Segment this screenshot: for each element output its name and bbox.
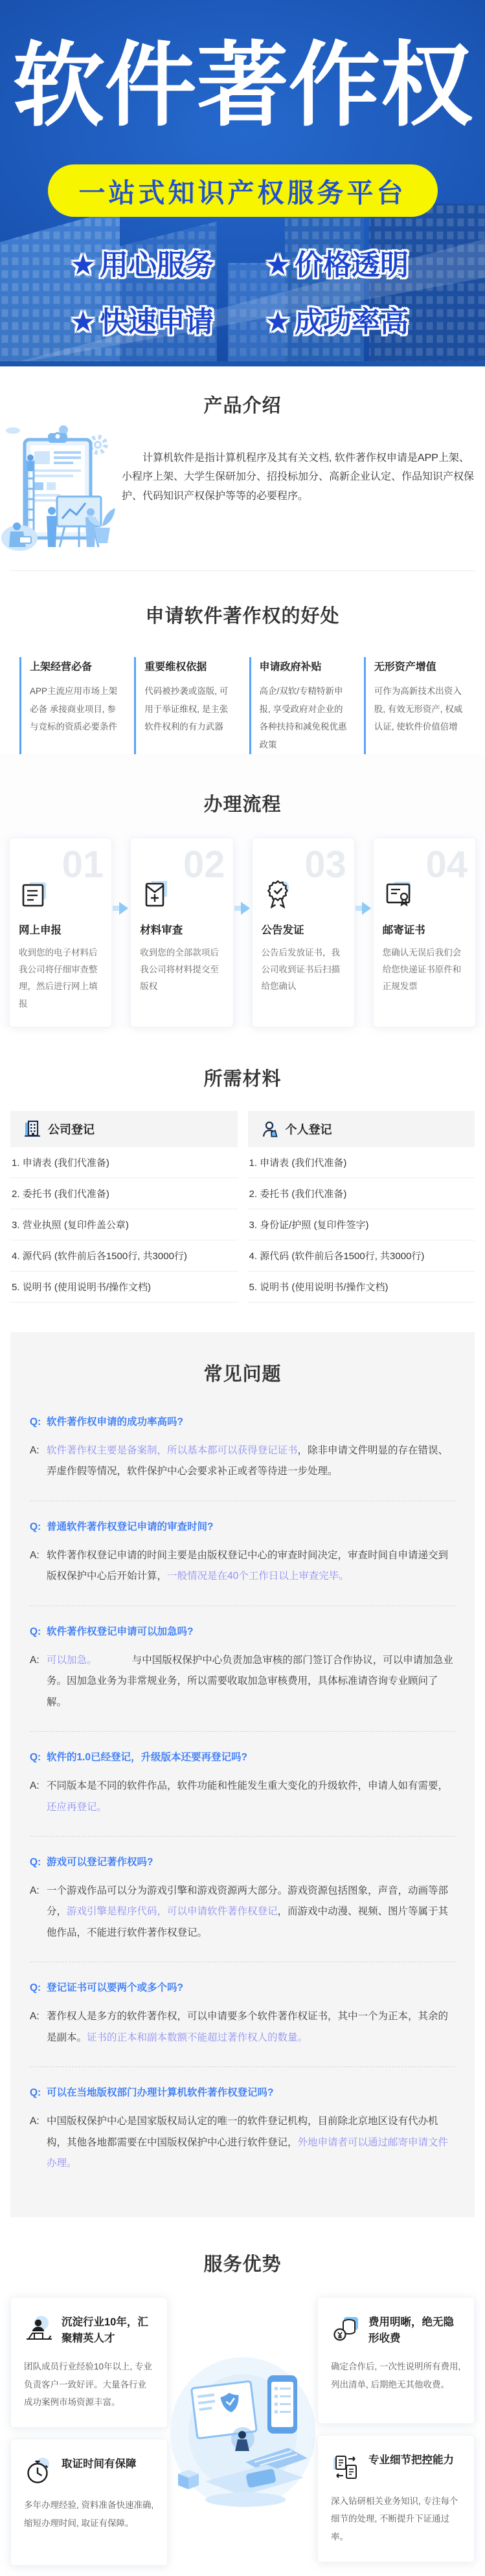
material-item: 4. 源代码 (软件前后各1500行, 共3000行) [10,1240,238,1271]
section-title-intro: 产品介绍 [203,396,282,416]
answer-highlight: 外地申请者可以通过邮寄申请文件办理。 [47,2136,449,2169]
advantage-text: 多年办理经验, 资料准备快速准确, 缩短办理时间, 取证有保障。 [24,2500,154,2528]
answer-text: 不同版本是不同的软件作品，软件功能和性能发生重大变化的升级软件，申请人如有需要， [47,1780,449,1791]
advantage-text: 团队成员行业经验10年以上, 专业负责客户一致好评。大量各行业成功案例市场资源丰富。 [24,2361,153,2408]
benefit-list [19,657,466,754]
page-title: 软件著作权 [12,34,473,137]
material-column-title: 个人登记 [285,1123,332,1136]
answer-text: 软件著作权登记申请的时间主要是由版权登记中心的审查时间决定，审查时间自申请递交到版权保护中心后开始计算， [47,1549,449,1582]
faq-item [30,1519,455,1587]
material-column-title: 公司登记 [48,1123,95,1136]
advantage-title: 专业细节把控能力 [368,2454,454,2466]
process-steps [9,838,476,1027]
faq-question: Q: 可以在当地版权部门办理计算机软件著作权登记吗? [30,2085,455,2101]
benefit-title: 申请政府补贴 [259,662,322,673]
advantage-text: 深入钻研相关业务知识, 专注每个细节的处理, 不断提升下证通过率。 [331,2496,458,2542]
step-text: 公告后发放证书，我公司收到证书后扫描给您确认 [261,947,340,992]
detail-icon [331,2452,361,2482]
talent-icon [24,2314,54,2344]
q-label: Q: [30,1521,41,1532]
a-label: A: [30,1549,39,1561]
answer-text: 著作权人是多方的软件著作权，可以申请要多个软件著作权证书，其中一个为正本，其余的是副本。 [47,2011,449,2043]
section-advantages [0,2217,485,2576]
faq-question: Q: 软件的1.0已经登记，升级版本还要再登记吗? [30,1750,455,1766]
clipboard-illustration [0,420,115,555]
material-item: 1. 申请表 (我们代准备) [10,1147,238,1178]
benefit-item [19,657,121,754]
dashed-divider [30,2066,455,2067]
advantage-card [10,2439,168,2566]
arrow-right-icon [234,901,251,915]
q-label: Q: [30,1416,41,1428]
medal-icon [262,879,294,911]
q-label: Q: [30,2087,41,2099]
answer-text: ，而游戏中动漫、视频、图片等属于其他作品，不能进行软件著作权登记。 [47,1906,449,1938]
advantage-card [317,2435,475,2562]
hero-banner [0,0,485,366]
material-columns [10,1111,475,1303]
step-text: 您确认无误后我们会给您快递证书原件和正规发票 [382,947,462,992]
a-label: A: [30,2116,39,2127]
faq-item [30,1415,455,1483]
devices-illustration [168,2297,317,2566]
material-item: 5. 说明书 (使用说明书/操作文档) [10,1271,238,1303]
advantage-column-right [317,2297,475,2566]
section-benefits [0,571,485,754]
answer-text: 与中国版权保护中心负责加急审核的部门签订合作协议，可以申请加急业务。因加急业务为非常规业务，所以需要收取加急审核费用，具体标准请咨询专业顾问了解。 [47,1654,453,1708]
answer-text: ，除非申请文件明显的存在错误、弄虚作假等情况，软件保护中心会要求补正或者等待进一步处理。 [47,1444,449,1477]
certificate-icon [383,879,415,911]
material-item: 3. 身份证/护照 (复印件签字) [248,1209,475,1240]
section-materials [0,1027,485,1303]
answer-text: 中国版权保护中心是国家版权局认定的唯一的软件登记机构，目前除北京地区设有代办机构，其他各地都需要在中国版权保护中心进行软件登记， [47,2116,438,2148]
section-faq [10,1332,475,2217]
fee-icon [331,2314,361,2344]
section-title-advantages: 服务优势 [203,2254,282,2275]
advantage-text: 确定合作后, 一次性说明所有费用, 列出清单, 后期绝无其他收费。 [331,2361,461,2390]
process-step-card [252,838,355,1027]
q-label: Q: [30,1982,41,1994]
benefit-item [364,657,466,754]
section-title-materials: 所需材料 [203,1068,282,1090]
step-number: 03 [304,843,346,886]
material-item: 1. 申请表 (我们代准备) [248,1147,475,1178]
faq-answer [30,2006,455,2048]
a-label: A: [30,2011,39,2022]
faq-item [30,1624,455,1713]
star-icon: ★ [265,306,291,339]
material-item: 2. 委托书 (我们代准备) [248,1178,475,1209]
step-title: 公告发证 [261,924,304,936]
answer-highlight: 一般情况是在40个工作日以上审查完毕。 [167,1571,349,1582]
section-title-faq: 常见问题 [203,1363,282,1385]
answer-highlight: 还应再登记。 [47,1801,107,1813]
section-title-benefits: 申请软件著作权的好处 [145,606,340,627]
benefit-text: 可作为高新技术出资入股, 有效无形资产, 权威认证, 使软件价值倍增 [374,686,463,732]
star-icon: ★ [70,249,96,282]
step-number: 02 [183,843,225,886]
benefit-text: 高企/双软/专精特新申报, 享受政府对企业的各种扶持和减免税优惠政策 [259,686,347,750]
benefit-text: 代码被抄袭或盗版, 可用于举证维权, 是主张软件权利的有力武器 [144,686,229,732]
faq-answer [30,1776,455,1818]
step-title: 邮寄证书 [382,924,425,936]
step-title: 材料审查 [140,924,183,936]
benefit-title: 重要维权依据 [144,662,207,673]
answer-highlight: 可以加急。 [47,1654,92,1666]
material-column [10,1111,238,1303]
banner-feature-list [49,241,437,340]
star-icon: ★ [265,249,291,282]
advantage-title: 费用明晰，绝无隐形收费 [368,2316,454,2345]
process-arrow [234,838,252,1027]
a-label: A: [30,1444,39,1456]
material-item: 5. 说明书 (使用说明书/操作文档) [248,1271,475,1303]
envelope-icon [140,879,172,911]
q-label: Q: [30,1857,41,1868]
material-column-header [248,1111,475,1147]
section-process [0,754,485,1027]
material-item: 4. 源代码 (软件前后各1500行, 共3000行) [248,1240,475,1271]
answer-text: 一个游戏作品可以分为游戏引擎和游戏资源两大部分。游戏资源包括图象，声音，动画等部分， [47,1885,449,1918]
benefit-item [249,657,351,754]
faq-question: Q: 普通软件著作权登记申请的审查时间? [30,1519,455,1536]
material-item: 3. 营业执照 (复印件盖公章) [10,1209,238,1240]
step-number: 01 [62,843,104,886]
a-label: A: [30,1885,39,1896]
advantage-card [317,2297,475,2424]
a-label: A: [30,1780,39,1791]
process-step-card [130,838,233,1027]
faq-answer [30,1440,455,1483]
process-arrow [112,838,130,1027]
arrow-right-icon [355,901,372,915]
faq-answer [30,2111,455,2175]
banner-feature: ★ 价格透明 [265,249,409,282]
faq-item [30,1855,455,1943]
benefit-title: 上架经营必备 [30,662,93,673]
a-label: A: [30,1654,39,1666]
intro-paragraph: 计算机软件是指计算机程序及其有关文档, 软件著作权申请是APP上架、小程序上架、大学生保研加分、招投标加分、高新企业认定、作品知识产权保护、代码知识产权保护等等的必要程序。 [122,453,475,502]
faq-answer [30,1650,455,1714]
faq-list [30,1415,455,2175]
faq-item [30,1750,455,1818]
material-column-header [10,1111,238,1147]
benefit-text: APP主流应用市场上架必备 承接商业项目, 参与竞标的资质必要条件 [30,686,118,732]
benefit-title: 无形资产增值 [374,662,436,673]
banner-feature: ★ 成功率高 [265,306,409,339]
advantage-column-left [10,2297,168,2566]
advantage-card [10,2297,168,2428]
faq-question: Q: 软件著作权登记申请可以加急吗? [30,1624,455,1641]
banner-feature: ★ 用心服务 [70,249,214,282]
faq-item [30,1980,455,2048]
q-label: Q: [30,1752,41,1764]
faq-answer [30,1545,455,1587]
form-icon [19,879,51,911]
faq-answer [30,1881,455,1944]
step-text: 收到您的电子材料后我公司将仔细审查整理，然后进行网上填报 [19,947,98,1009]
advantage-title: 沉淀行业10年，汇聚精英人才 [62,2316,148,2345]
clock-icon [24,2456,54,2486]
faq-question: Q: 软件著作权申请的成功率高吗? [30,1415,455,1431]
material-item: 2. 委托书 (我们代准备) [10,1178,238,1209]
building-icon [23,1120,41,1138]
dashed-divider [30,1836,455,1837]
step-title: 网上申报 [19,924,62,936]
arrow-right-icon [113,901,130,915]
process-arrow [355,838,373,1027]
faq-question: Q: 游戏可以登记著作权吗? [30,1855,455,1871]
process-step-card [9,838,112,1027]
advantage-title: 取证时间有保障 [62,2458,137,2470]
q-label: Q: [30,1626,41,1637]
person-icon [261,1120,279,1138]
section-product-intro [0,366,485,571]
faq-item [30,2085,455,2174]
material-column [248,1111,475,1303]
subtitle-pill: 一站式知识产权服务平台 [48,164,438,217]
star-icon: ★ [70,306,96,339]
dashed-divider [30,1731,455,1732]
process-step-card [373,838,476,1027]
benefit-item [134,657,236,754]
answer-highlight: 软件著作权主要是备案制，所以基本都可以获得登记证书 [47,1444,298,1456]
banner-feature: ★ 快速申请 [70,306,214,339]
step-number: 04 [425,843,468,886]
faq-question: Q: 登记证书可以要两个或多个吗? [30,1980,455,1997]
step-text: 收到您的全部款项后我公司将材料提交至版权 [140,947,219,992]
answer-highlight: 游戏引擎是程序代码，可以申请软件著作权登记 [67,1906,278,1918]
section-title-process: 办理流程 [203,794,282,815]
answer-highlight: 证书的正本和副本数额不能超过著作权人的数量。 [87,2032,308,2043]
